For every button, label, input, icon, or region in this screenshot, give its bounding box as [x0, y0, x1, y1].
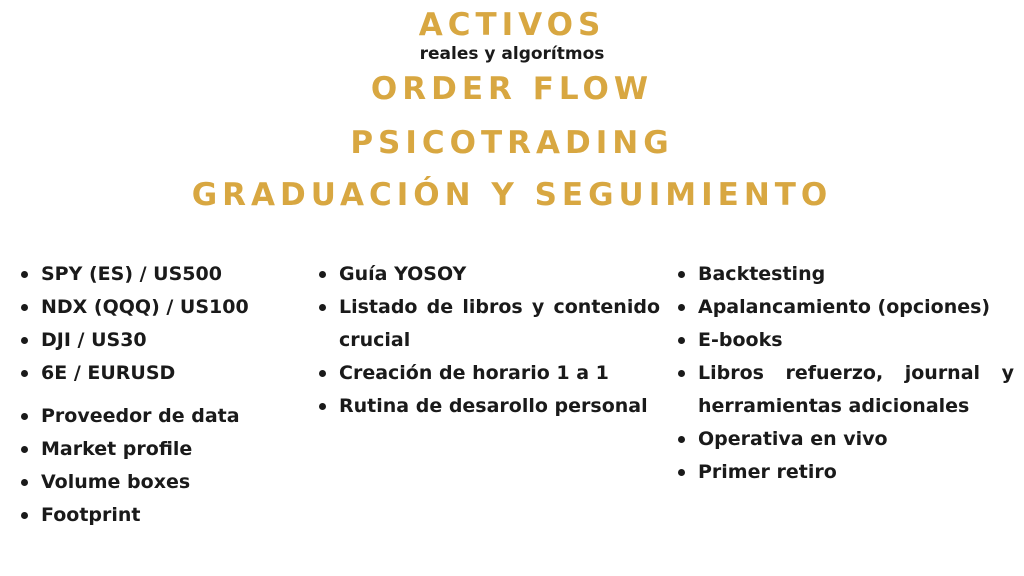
list-item: Apalancamiento (opciones) — [674, 291, 1014, 324]
list-item: Proveedor de data — [17, 400, 302, 433]
list-item: NDX (QQQ) / US100 — [17, 291, 302, 324]
list-item: Volume boxes — [17, 466, 302, 499]
list-item: Market profile — [17, 433, 302, 466]
list-graduacion — [674, 258, 1014, 489]
list-item: E-books — [674, 324, 1014, 357]
title-graduacion-seguimiento: GRADUACIÓN Y SEGUIMIENTO — [191, 177, 833, 213]
list-item: Operativa en vivo — [674, 423, 1014, 456]
list-item: Backtesting — [674, 258, 1014, 291]
list-item: 6E / EURUSD — [17, 357, 302, 390]
list-item: Rutina de desarollo personal — [315, 390, 660, 423]
title-order-flow: ORDER FLOW — [370, 71, 654, 107]
title-activos: ACTIVOS — [418, 7, 606, 43]
list-item: Libros refuerzo, journal y herramientas adicionales — [674, 357, 1014, 423]
list-item: Footprint — [17, 499, 302, 532]
list-item: Primer retiro — [674, 456, 1014, 489]
list-item: Guía YOSOY — [315, 258, 660, 291]
list-activos — [17, 258, 302, 532]
list-item: Creación de horario 1 a 1 — [315, 357, 660, 390]
title-psicotrading: PSICOTRADING — [350, 125, 674, 161]
list-psicotrading — [315, 258, 660, 423]
list-item: SPY (ES) / US500 — [17, 258, 302, 291]
list-item: DJI / US30 — [17, 324, 302, 357]
subtitle-reales-algoritmos: reales y algorítmos — [419, 44, 605, 64]
list-item: Listado de libros y contenido crucial — [315, 291, 660, 357]
